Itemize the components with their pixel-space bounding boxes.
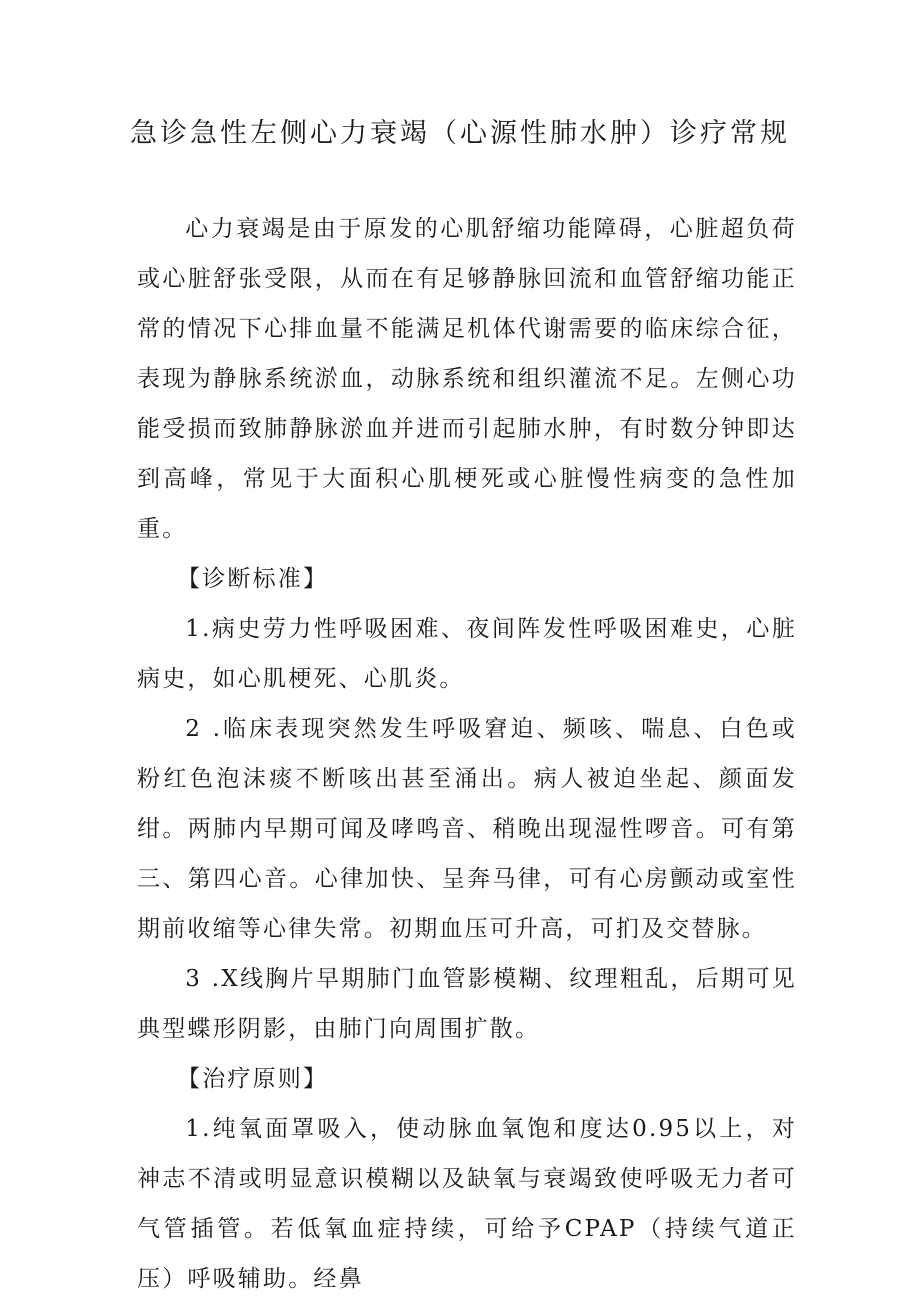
document-body — [137, 204, 797, 1304]
diagnosis-item-2: 2 .临床表现突然发生呼吸窘迫、频咳、喘息、白色或粉红色泡沫痰不断咳出甚至涌出。病人被迫坐起、颜面发绀。两肺内早期可闻及哮鸣音、稍晚出现湿性啰音。可有第三、第四心音。心律加快、呈奔马律，可有心房颤动或室性期前收缩等心律失常。初期血压可升高，可扪及交替脉。 — [137, 716, 797, 942]
section-heading-treatment: 【治疗原则】 — [177, 1066, 329, 1092]
diagnosis-item-1: 1.病史劳力性呼吸困难、夜间阵发性呼吸困难史，心脏病史，如心肌梗死、心肌炎。 — [137, 616, 797, 692]
treatment-item-1: 1.纯氧面罩吸入，使动脉血氧饱和度达0.95以上，对神志不清或明显意识模糊以及缺氧与衰竭致使呼吸无力者可气管插管。若低氧血症持续，可给予CPAP（持续气道正压）呼吸辅助。经鼻 — [137, 1116, 797, 1292]
diagnosis-item-3: 3 .X线胸片早期肺门血管影模糊、纹理粗乱，后期可见典型蝶形阴影，由肺门向周围扩散。 — [137, 966, 797, 1042]
section-heading-diagnosis: 【诊断标准】 — [177, 566, 329, 592]
document-title: 急诊急性左侧心力衰竭（心源性肺水肿）诊疗常规 — [130, 118, 790, 149]
intro-paragraph: 心力衰竭是由于原发的心肌舒缩功能障碍，心脏超负荷或心脏舒张受限，从而在有足够静脉回流和血管舒缩功能正常的情况下心排血量不能满足机体代谢需要的临床综合征，表现为静脉系统淤血，动脉系统和组织灌流不足。左侧心功能受损而致肺静脉淤血并进而引起肺水肿，有时数分钟即达到高峰，常见于大面积心肌梗死或心脏慢性病变的急性加重。 — [137, 216, 797, 542]
